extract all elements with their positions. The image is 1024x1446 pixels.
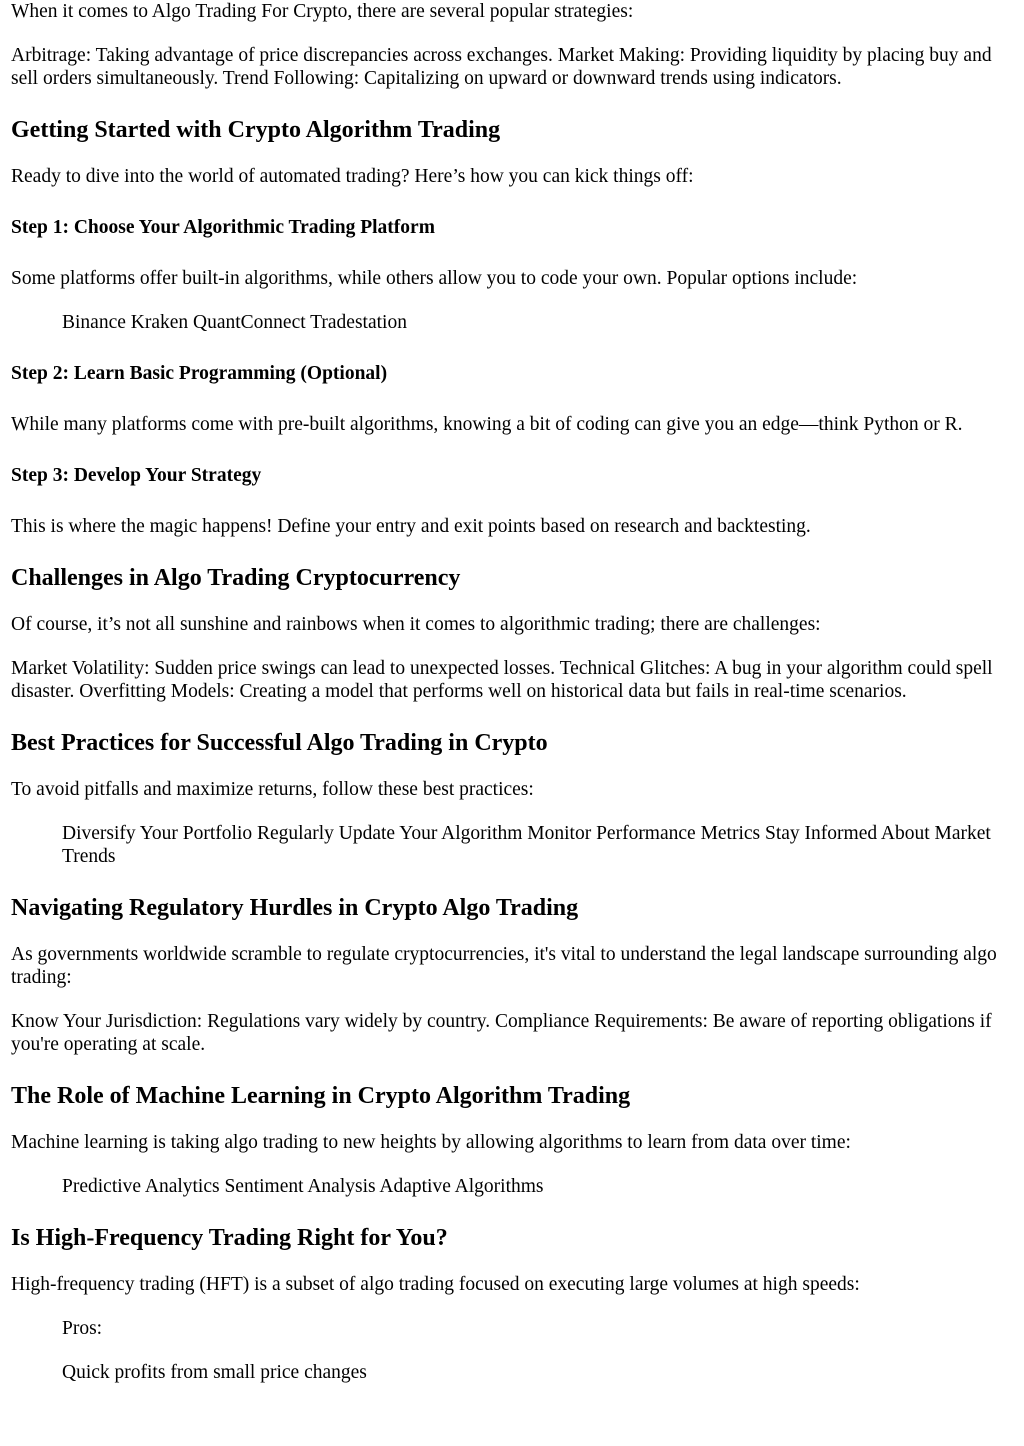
regulatory-heading: Navigating Regulatory Hurdles in Crypto Algo Trading [11,895,579,921]
challenges-paragraph: Market Volatility: Sudden price swings can lead to unexpected losses. Technical Glitches: A bug in your algorithm could spell disaster. Overfitting Models: Creating a model that performs well on historical data but fails in real-time scenarios. [11,658,993,702]
getting-started-lead: Ready to dive into the world of automated trading? Here’s how you can kick things off: [11,166,694,187]
challenges-lead: Of course, it’s not all sunshine and rainbows when it comes to algorithmic trading; there are challenges: [11,614,821,635]
hft-heading: Is High-Frequency Trading Right for You? [11,1225,448,1251]
machine-learning-lead: Machine learning is taking algo trading to new heights by allowing algorithms to learn from data over time: [11,1132,851,1153]
challenges-heading: Challenges in Algo Trading Cryptocurrency [11,565,461,591]
strategies-paragraph: Arbitrage: Taking advantage of price discrepancies across exchanges. Market Making: Providing liquidity by placing buy and sell orders simultaneously. Trend Following: Capitalizing on upward or downward trends using indicators. [11,45,992,89]
hft-lead: High-frequency trading (HFT) is a subset of algo trading focused on executing large volumes at high speeds: [11,1274,860,1295]
hft-pros-label: Pros: [62,1318,103,1339]
step-2-heading: Step 2: Learn Basic Programming (Optional) [11,363,388,384]
intro-lead: When it comes to Algo Trading For Crypto, there are several popular strategies: [11,1,634,22]
machine-learning-list: Predictive Analytics Sentiment Analysis Adaptive Algorithms [62,1176,544,1197]
step-2-text: While many platforms come with pre-built algorithms, knowing a bit of coding can give you an edge—think Python or R. [11,414,963,435]
hft-pros-item: Quick profits from small price changes [62,1362,367,1383]
best-practices-list: Diversify Your Portfolio Regularly Update Your Algorithm Monitor Performance Metrics Stay Informed About Market Trends [62,823,991,867]
regulatory-lead: As governments worldwide scramble to regulate cryptocurrencies, it's vital to understand the legal landscape surrounding algo trading: [11,944,997,988]
step-3-heading: Step 3: Develop Your Strategy [11,465,262,486]
best-practices-heading: Best Practices for Successful Algo Trading in Crypto [11,730,548,756]
step-1-heading: Step 1: Choose Your Algorithmic Trading Platform [11,217,435,238]
step-3-text: This is where the magic happens! Define your entry and exit points based on research and backtesting. [11,516,811,537]
best-practices-lead: To avoid pitfalls and maximize returns, follow these best practices: [11,779,534,800]
platform-list: Binance Kraken QuantConnect Tradestation [62,312,407,333]
machine-learning-heading: The Role of Machine Learning in Crypto Algorithm Trading [11,1083,631,1109]
regulatory-paragraph: Know Your Jurisdiction: Regulations vary widely by country. Compliance Requirements: Be aware of reporting obligations if you're operating at scale. [11,1011,992,1055]
step-1-text: Some platforms offer built-in algorithms, while others allow you to code your own. Popular options include: [11,268,858,289]
getting-started-heading: Getting Started with Crypto Algorithm Trading [11,117,501,143]
